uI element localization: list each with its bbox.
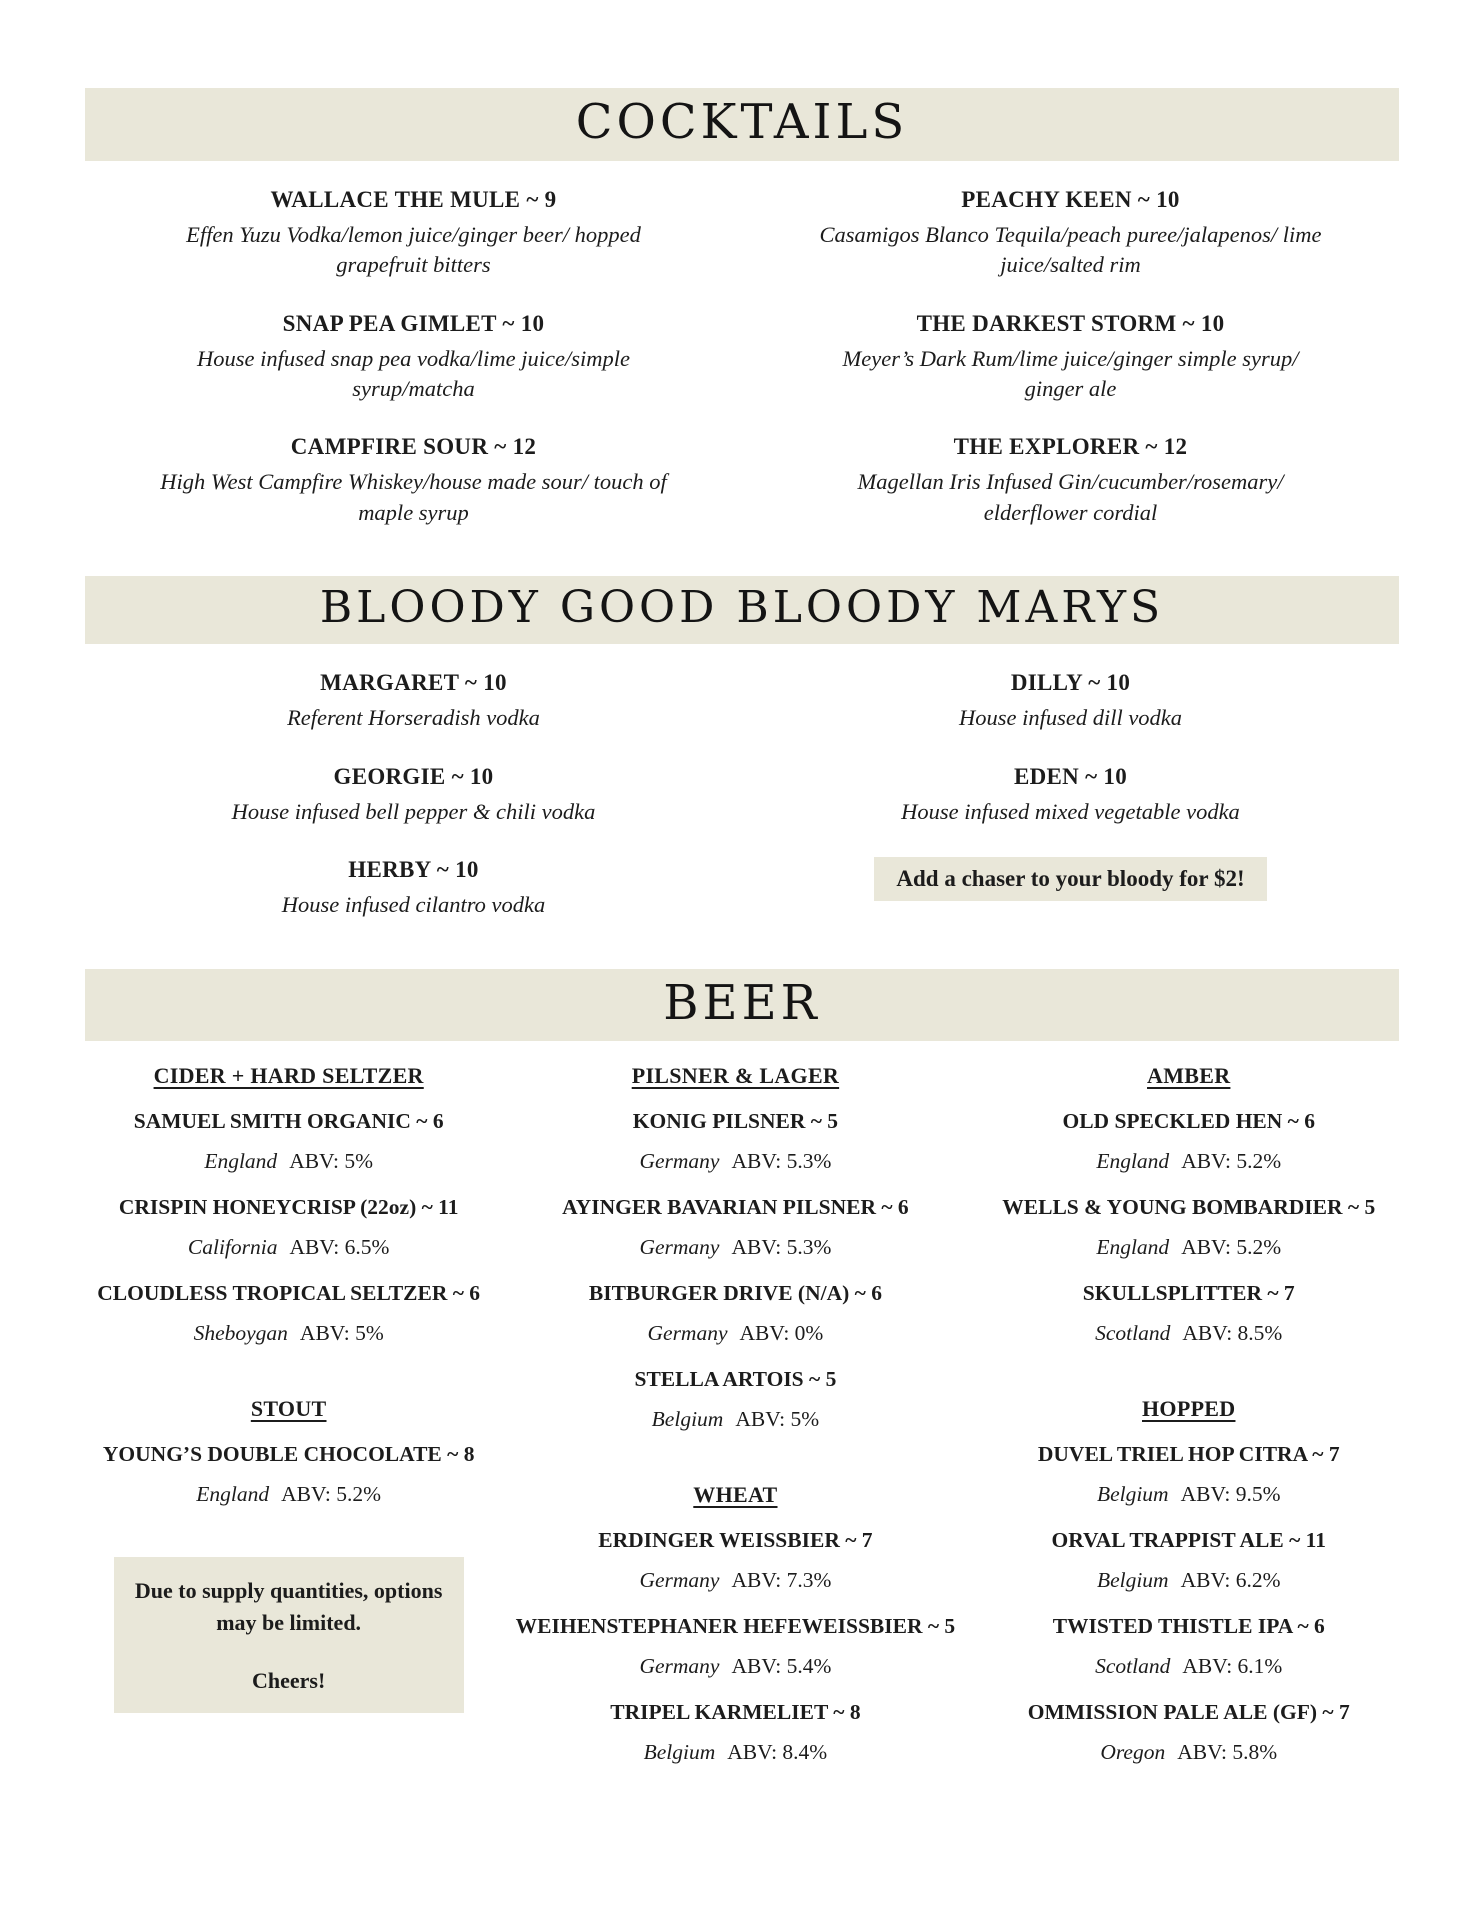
bloody-mary-description: House infused bell pepper & chili vodka <box>231 798 596 824</box>
beer-group-amber <box>979 1063 1399 1346</box>
beer-item <box>492 1281 978 1346</box>
beer-origin: Sheboygan <box>193 1321 288 1346</box>
beer-item <box>492 1614 978 1679</box>
beer-detail <box>492 1740 978 1765</box>
beer-origin: Scotland <box>1095 1321 1171 1346</box>
bloody-mary-name: GEORGIE ~ 10 <box>333 763 494 789</box>
beer-item <box>979 1195 1399 1260</box>
cocktail-name: PEACHY KEEN ~ 10 <box>961 186 1180 212</box>
cocktail-description: House infused snap pea vodka/lime juice/simple syrup/matcha <box>196 345 631 401</box>
cocktails-left-column <box>85 187 742 558</box>
beer-origin: Belgium <box>651 1407 724 1432</box>
beer-origin: England <box>196 1482 270 1507</box>
beer-origin: Germany <box>639 1235 720 1260</box>
beer-origin: California <box>187 1235 278 1260</box>
beer-item <box>492 1367 978 1432</box>
cocktail-item <box>85 311 742 405</box>
beer-item <box>979 1528 1399 1593</box>
beer-item <box>979 1700 1399 1765</box>
beer-detail <box>979 1482 1399 1507</box>
bloody-marys-header-band <box>85 576 1399 644</box>
beer-origin: Belgium <box>643 1740 716 1765</box>
cocktail-name: THE EXPLORER ~ 12 <box>953 434 1188 460</box>
beer-column-pilsner-wheat <box>492 1063 978 1815</box>
beer-group-wheat <box>492 1482 978 1765</box>
beer-abv: ABV: 5% <box>289 1149 373 1174</box>
beer-detail <box>492 1568 978 1593</box>
beer-abv: ABV: 7.3% <box>731 1568 832 1593</box>
beer-category-label: AMBER <box>1147 1063 1231 1089</box>
beer-origin: Germany <box>639 1149 720 1174</box>
beer-detail <box>979 1654 1399 1679</box>
beer-detail <box>979 1568 1399 1593</box>
cocktail-item <box>742 311 1399 405</box>
cocktail-description: Meyer’s Dark Rum/lime juice/ginger simple syrup/ ginger ale <box>842 345 1299 401</box>
beer-detail <box>492 1654 978 1679</box>
beer-detail <box>85 1235 492 1260</box>
bloody-mary-name: MARGARET ~ 10 <box>320 670 507 696</box>
beer-detail <box>492 1407 978 1432</box>
cocktail-description: Effen Yuzu Vodka/lemon juice/ginger beer/ hopped grapefruit bitters <box>186 221 641 278</box>
bloody-marys-title: BLOODY GOOD BLOODY MARYS <box>319 582 1165 634</box>
beer-group-stout <box>85 1396 492 1507</box>
beer-origin: England <box>1096 1235 1170 1260</box>
beer-detail <box>85 1482 492 1507</box>
bloody-mary-item <box>85 670 742 733</box>
beer-abv: ABV: 8.4% <box>727 1740 828 1765</box>
supply-note-box <box>114 1557 464 1713</box>
beer-detail <box>979 1235 1399 1260</box>
cocktail-item <box>742 187 1399 281</box>
beer-category-label: PILSNER & LAGER <box>631 1063 840 1089</box>
beer-origin: Germany <box>639 1654 720 1679</box>
beer-abv: ABV: 5.3% <box>731 1235 832 1260</box>
beer-name: CRISPIN HONEYCRISP (22oz) ~ 11 <box>118 1195 459 1220</box>
beer-abv: ABV: 5.2% <box>1181 1235 1282 1260</box>
beer-group-hopped <box>979 1396 1399 1765</box>
beer-item <box>979 1614 1399 1679</box>
beer-item <box>85 1442 492 1507</box>
beer-detail <box>979 1149 1399 1174</box>
chaser-note-wrap <box>742 857 1399 901</box>
cocktail-name: SNAP PEA GIMLET ~ 10 <box>282 310 545 336</box>
beer-item <box>85 1195 492 1260</box>
beer-origin: Belgium <box>1096 1482 1169 1507</box>
cocktail-name: THE DARKEST STORM ~ 10 <box>916 310 1225 336</box>
bloody-mary-name: EDEN ~ 10 <box>1013 763 1128 789</box>
beer-name: SKULLSPLITTER ~ 7 <box>1082 1281 1295 1306</box>
bloody-marys-section <box>85 644 1399 968</box>
beer-item <box>979 1109 1399 1174</box>
bloody-mary-name: DILLY ~ 10 <box>1010 670 1131 696</box>
beer-detail <box>492 1321 978 1346</box>
beer-detail <box>85 1149 492 1174</box>
beer-category-label: HOPPED <box>1142 1396 1236 1422</box>
cocktail-item <box>85 187 742 281</box>
beer-origin: Scotland <box>1095 1654 1171 1679</box>
beer-name: DUVEL TRIEL HOP CITRA ~ 7 <box>1037 1442 1340 1467</box>
beer-abv: ABV: 5% <box>299 1321 384 1346</box>
chaser-note: Add a chaser to your bloody for $2! <box>874 857 1266 901</box>
beer-category-label: WHEAT <box>693 1482 778 1508</box>
bloody-mary-item <box>742 670 1399 733</box>
beer-detail <box>979 1740 1399 1765</box>
beer-item <box>492 1109 978 1174</box>
beer-name: YOUNG’S DOUBLE CHOCOLATE ~ 8 <box>102 1442 475 1467</box>
bloody-mary-item <box>85 764 742 827</box>
cocktail-description: Magellan Iris Infused Gin/cucumber/rosemary/ elderflower cordial <box>857 469 1284 525</box>
beer-section <box>85 1041 1399 1815</box>
beer-origin: Belgium <box>1096 1568 1169 1593</box>
beer-header-band <box>85 969 1399 1042</box>
beer-name: WEIHENSTEPHANER HEFEWEISSBIER ~ 5 <box>515 1614 956 1639</box>
beer-detail <box>492 1149 978 1174</box>
bloody-mary-description: Referent Horseradish vodka <box>287 705 540 731</box>
beer-abv: ABV: 5% <box>735 1407 820 1432</box>
beer-category-label: CIDER + HARD SELTZER <box>153 1063 424 1089</box>
cocktail-description: High West Campfire Whiskey/house made sour/ touch of maple syrup <box>160 469 667 525</box>
beer-origin: Germany <box>639 1568 720 1593</box>
bloody-mary-name: HERBY ~ 10 <box>348 857 479 883</box>
cocktail-item <box>85 434 742 528</box>
beer-abv: ABV: 5.8% <box>1177 1740 1278 1765</box>
beer-abv: ABV: 5.2% <box>281 1482 382 1507</box>
beer-name: BITBURGER DRIVE (N/A) ~ 6 <box>588 1281 882 1306</box>
beer-column-amber-hopped <box>979 1063 1399 1815</box>
beer-abv: ABV: 0% <box>739 1321 824 1346</box>
beer-name: ORVAL TRAPPIST ALE ~ 11 <box>1051 1528 1326 1553</box>
beer-name: AYINGER BAVARIAN PILSNER ~ 6 <box>562 1195 909 1220</box>
beer-detail <box>979 1321 1399 1346</box>
bloody-marys-left-column <box>85 670 742 950</box>
bloody-mary-item <box>85 857 742 920</box>
beer-name: ERDINGER WEISSBIER ~ 7 <box>598 1528 873 1553</box>
beer-item <box>492 1195 978 1260</box>
beer-name: STELLA ARTOIS ~ 5 <box>634 1367 837 1392</box>
beer-name: TRIPEL KARMELIET ~ 8 <box>610 1700 861 1725</box>
bloody-mary-description: House infused dill vodka <box>958 705 1183 731</box>
beer-item <box>85 1281 492 1346</box>
beer-name: TWISTED THISTLE IPA ~ 6 <box>1052 1614 1325 1639</box>
beer-item <box>85 1109 492 1174</box>
cocktails-section <box>85 161 1399 576</box>
beer-origin: Oregon <box>1100 1740 1166 1765</box>
cocktail-name: WALLACE THE MULE ~ 9 <box>270 186 557 212</box>
beer-abv: ABV: 5.3% <box>731 1149 832 1174</box>
beer-detail <box>85 1321 492 1346</box>
beer-group-cider-hard-seltzer <box>85 1063 492 1346</box>
beer-name: OLD SPECKLED HEN ~ 6 <box>1062 1109 1315 1134</box>
beer-origin: England <box>204 1149 278 1174</box>
beer-abv: ABV: 5.2% <box>1181 1149 1282 1174</box>
cocktails-right-column <box>742 187 1399 558</box>
cheers-text: Cheers! <box>252 1668 326 1694</box>
beer-abv: ABV: 9.5% <box>1180 1482 1281 1507</box>
cocktail-name: CAMPFIRE SOUR ~ 12 <box>290 434 537 460</box>
beer-category-label: STOUT <box>250 1396 327 1422</box>
bloody-mary-description: House infused cilantro vodka <box>281 892 546 918</box>
cocktail-item <box>742 434 1399 528</box>
beer-origin: England <box>1096 1149 1170 1174</box>
beer-origin: Germany <box>647 1321 728 1346</box>
bloody-mary-description: House infused mixed vegetable vodka <box>901 798 1240 824</box>
cocktails-title: COCKTAILS <box>575 94 909 150</box>
beer-abv: ABV: 6.2% <box>1180 1568 1281 1593</box>
beer-item <box>979 1281 1399 1346</box>
beer-abv: ABV: 8.5% <box>1182 1321 1283 1346</box>
beer-item <box>979 1442 1399 1507</box>
beer-name: CLOUDLESS TROPICAL SELTZER ~ 6 <box>97 1281 481 1306</box>
beer-group-pilsner-lager <box>492 1063 978 1432</box>
beer-item <box>492 1528 978 1593</box>
supply-note-text: Due to supply quantities, options may be limited. <box>134 1578 443 1636</box>
beer-abv: ABV: 5.4% <box>731 1654 832 1679</box>
beer-abv: ABV: 6.5% <box>289 1235 390 1260</box>
beer-abv: ABV: 6.1% <box>1182 1654 1283 1679</box>
beer-item <box>492 1700 978 1765</box>
beer-name: OMMISSION PALE ALE (GF) ~ 7 <box>1027 1700 1350 1725</box>
cocktail-description: Casamigos Blanco Tequila/peach puree/jalapenos/ lime juice/salted rim <box>819 221 1322 278</box>
beer-title: BEER <box>663 974 821 1031</box>
beer-column-cider-stout <box>85 1063 492 1815</box>
bloody-marys-right-column <box>742 670 1399 950</box>
beer-name: WELLS & YOUNG BOMBARDIER ~ 5 <box>1002 1195 1376 1220</box>
bloody-mary-item <box>742 764 1399 827</box>
beer-name: SAMUEL SMITH ORGANIC ~ 6 <box>133 1109 444 1134</box>
cocktails-header-band <box>85 88 1399 161</box>
beer-name: KONIG PILSNER ~ 5 <box>632 1109 839 1134</box>
beer-detail <box>492 1235 978 1260</box>
